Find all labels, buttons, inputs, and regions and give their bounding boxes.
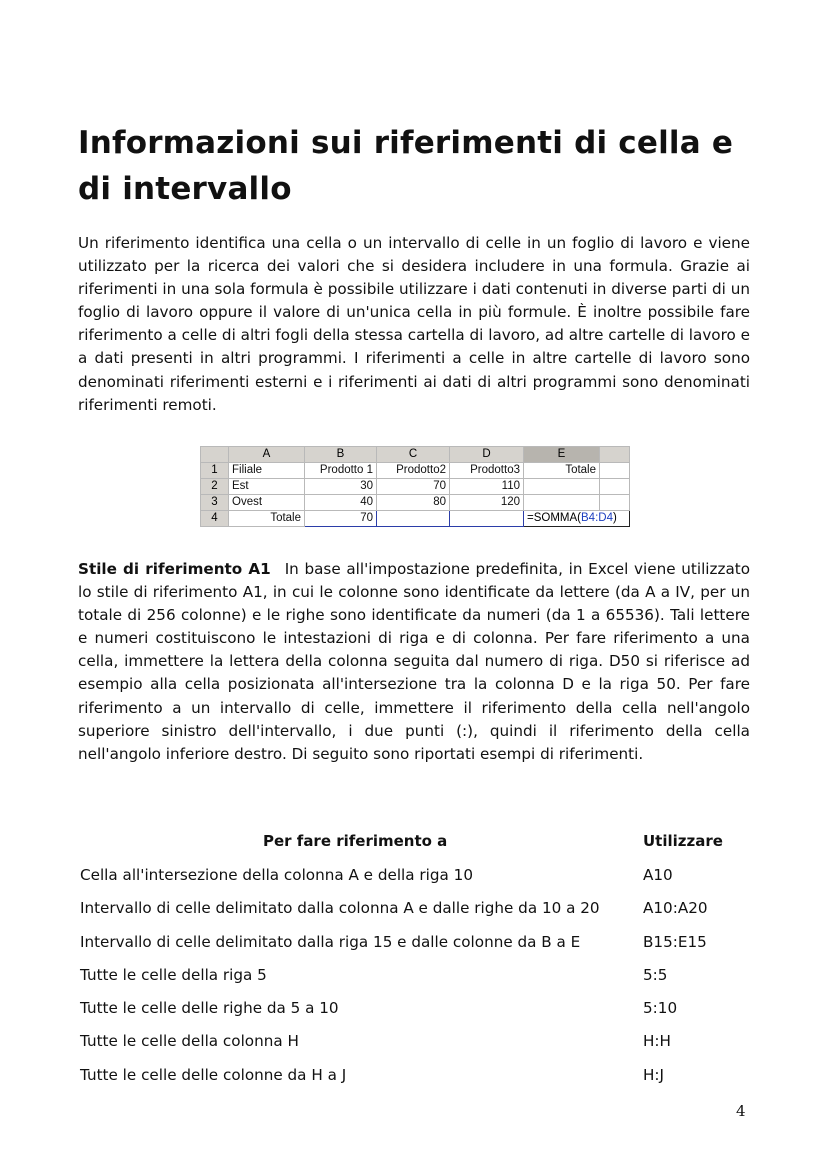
cell: Prodotto2 <box>377 463 450 479</box>
cell: Est <box>229 479 305 495</box>
table-row <box>78 927 758 960</box>
reference-description: Intervallo di celle delimitato dalla colonna A e dalle righe da 10 a 20 <box>80 899 600 918</box>
selected-range-cell: 70 <box>305 511 377 527</box>
cell: 120 <box>450 495 524 511</box>
references-table <box>78 826 758 1093</box>
cell: 30 <box>305 479 377 495</box>
table-row <box>201 511 630 527</box>
reference-value: A10 <box>643 866 673 884</box>
column-header: C <box>377 447 450 463</box>
reference-description: Tutte le celle della colonna H <box>80 1032 299 1051</box>
reference-description: Tutte le celle della riga 5 <box>80 965 267 984</box>
column-header: B <box>305 447 377 463</box>
selected-range-cell <box>450 511 524 527</box>
reference-description: Intervallo di celle delimitato dalla riga 15 e dalle colonne da B a E <box>80 932 581 951</box>
corner-cell <box>201 447 229 463</box>
cell-blank <box>600 495 630 511</box>
a1-style-heading: Stile di riferimento A1 <box>78 560 271 578</box>
reference-description: Tutte le celle delle colonne da H a J <box>80 1065 347 1084</box>
cell: Totale <box>229 511 305 527</box>
selected-range-cell <box>377 511 450 527</box>
table-row <box>201 495 630 511</box>
reference-value: B15:E15 <box>643 932 707 951</box>
table-row <box>201 479 630 495</box>
cell: Prodotto 1 <box>305 463 377 479</box>
reference-value: H:H <box>643 1032 671 1051</box>
formula-cell <box>524 511 630 527</box>
intro-paragraph: Un riferimento identifica una cella o un intervallo di celle in un foglio di lavoro e viene utilizzato per la ricerca dei valori che si desidera includere in una formula. Grazie ai riferimenti in una sola formula è possibile utilizzare i dati contenuti in diverse parti di un foglio di lavoro oppure il valore di un'unica cella in più formule. È inoltre possibile fare riferimento a celle di altri fogli della stessa cartella di lavoro, ad altre cartelle di lavoro e a dati presenti in altri programmi. I riferimenti a celle in altre cartelle di lavoro sono denominati riferimenti esterni e i riferimenti ai dati di altri programmi sono denominati riferimenti remoti. <box>78 234 750 414</box>
table-row <box>78 960 758 993</box>
column-header-blank <box>600 447 630 463</box>
cell-blank <box>600 463 630 479</box>
cell <box>524 479 600 495</box>
formula-prefix: =SOMMA( <box>527 512 581 524</box>
reference-description: Tutte le celle delle righe da 5 a 10 <box>80 999 339 1018</box>
column-header: D <box>450 447 524 463</box>
cell: Totale <box>524 463 600 479</box>
formula-range-ref: B4:D4 <box>581 512 613 524</box>
formula-suffix: ) <box>612 512 617 524</box>
cell: Filiale <box>229 463 305 479</box>
reference-value: H:J <box>643 1065 665 1084</box>
header-use: Utilizzare <box>643 832 723 850</box>
page-number: 4 <box>736 1102 746 1120</box>
reference-value: 5:10 <box>643 999 678 1018</box>
header-description: Per fare riferimento a <box>263 832 448 850</box>
column-header: A <box>229 447 305 463</box>
reference-value: 5:5 <box>643 965 668 984</box>
cell: 40 <box>305 495 377 511</box>
cell <box>524 495 600 511</box>
cell: 80 <box>377 495 450 511</box>
table-row <box>78 993 758 1026</box>
a1-style-paragraph <box>78 558 750 766</box>
spreadsheet-example <box>200 446 630 527</box>
table-row <box>201 463 630 479</box>
table-row <box>78 860 758 893</box>
a1-style-text: In base all'impostazione predefinita, in Excel viene utilizzato lo stile di riferimento A1, in cui le colonne sono identificate da lettere (da A a IV, per un totale di 256 colonne) e le righe sono identificate da numeri (da 1 a 65536). Tali lettere e numeri costituiscono le intestazioni di riga e di colonna. Per fare riferimento a una cella, immettere la lettera della colonna seguita dal numero di riga. D50 si riferisce ad esempio alla cella posizionata all'intersezione tra la colonna D e la riga 50. Per fare riferimento a un intervallo di celle, immettere il riferimento della cella nell'angolo superiore sinistro dell'intervallo, i due punti (:), quindi il riferimento della cella nell'angolo inferiore destro. Di seguito sono riportati esempi di riferimenti. <box>78 560 751 763</box>
cell: 70 <box>377 479 450 495</box>
page-title: Informazioni sui riferimenti di cella e di intervallo <box>78 125 734 207</box>
references-header <box>78 826 758 860</box>
cell: Prodotto3 <box>450 463 524 479</box>
row-header: 4 <box>201 511 229 527</box>
reference-description: Cella all'intersezione della colonna A e della riga 10 <box>80 866 473 884</box>
cell-blank <box>600 479 630 495</box>
row-header: 2 <box>201 479 229 495</box>
cell: Ovest <box>229 495 305 511</box>
table-row <box>78 1026 758 1059</box>
table-row <box>78 1060 758 1093</box>
column-header: E <box>524 447 600 463</box>
reference-value: A10:A20 <box>643 899 708 918</box>
row-header: 1 <box>201 463 229 479</box>
row-header: 3 <box>201 495 229 511</box>
cell: 110 <box>450 479 524 495</box>
table-row <box>78 893 758 926</box>
column-header-row <box>201 447 630 463</box>
